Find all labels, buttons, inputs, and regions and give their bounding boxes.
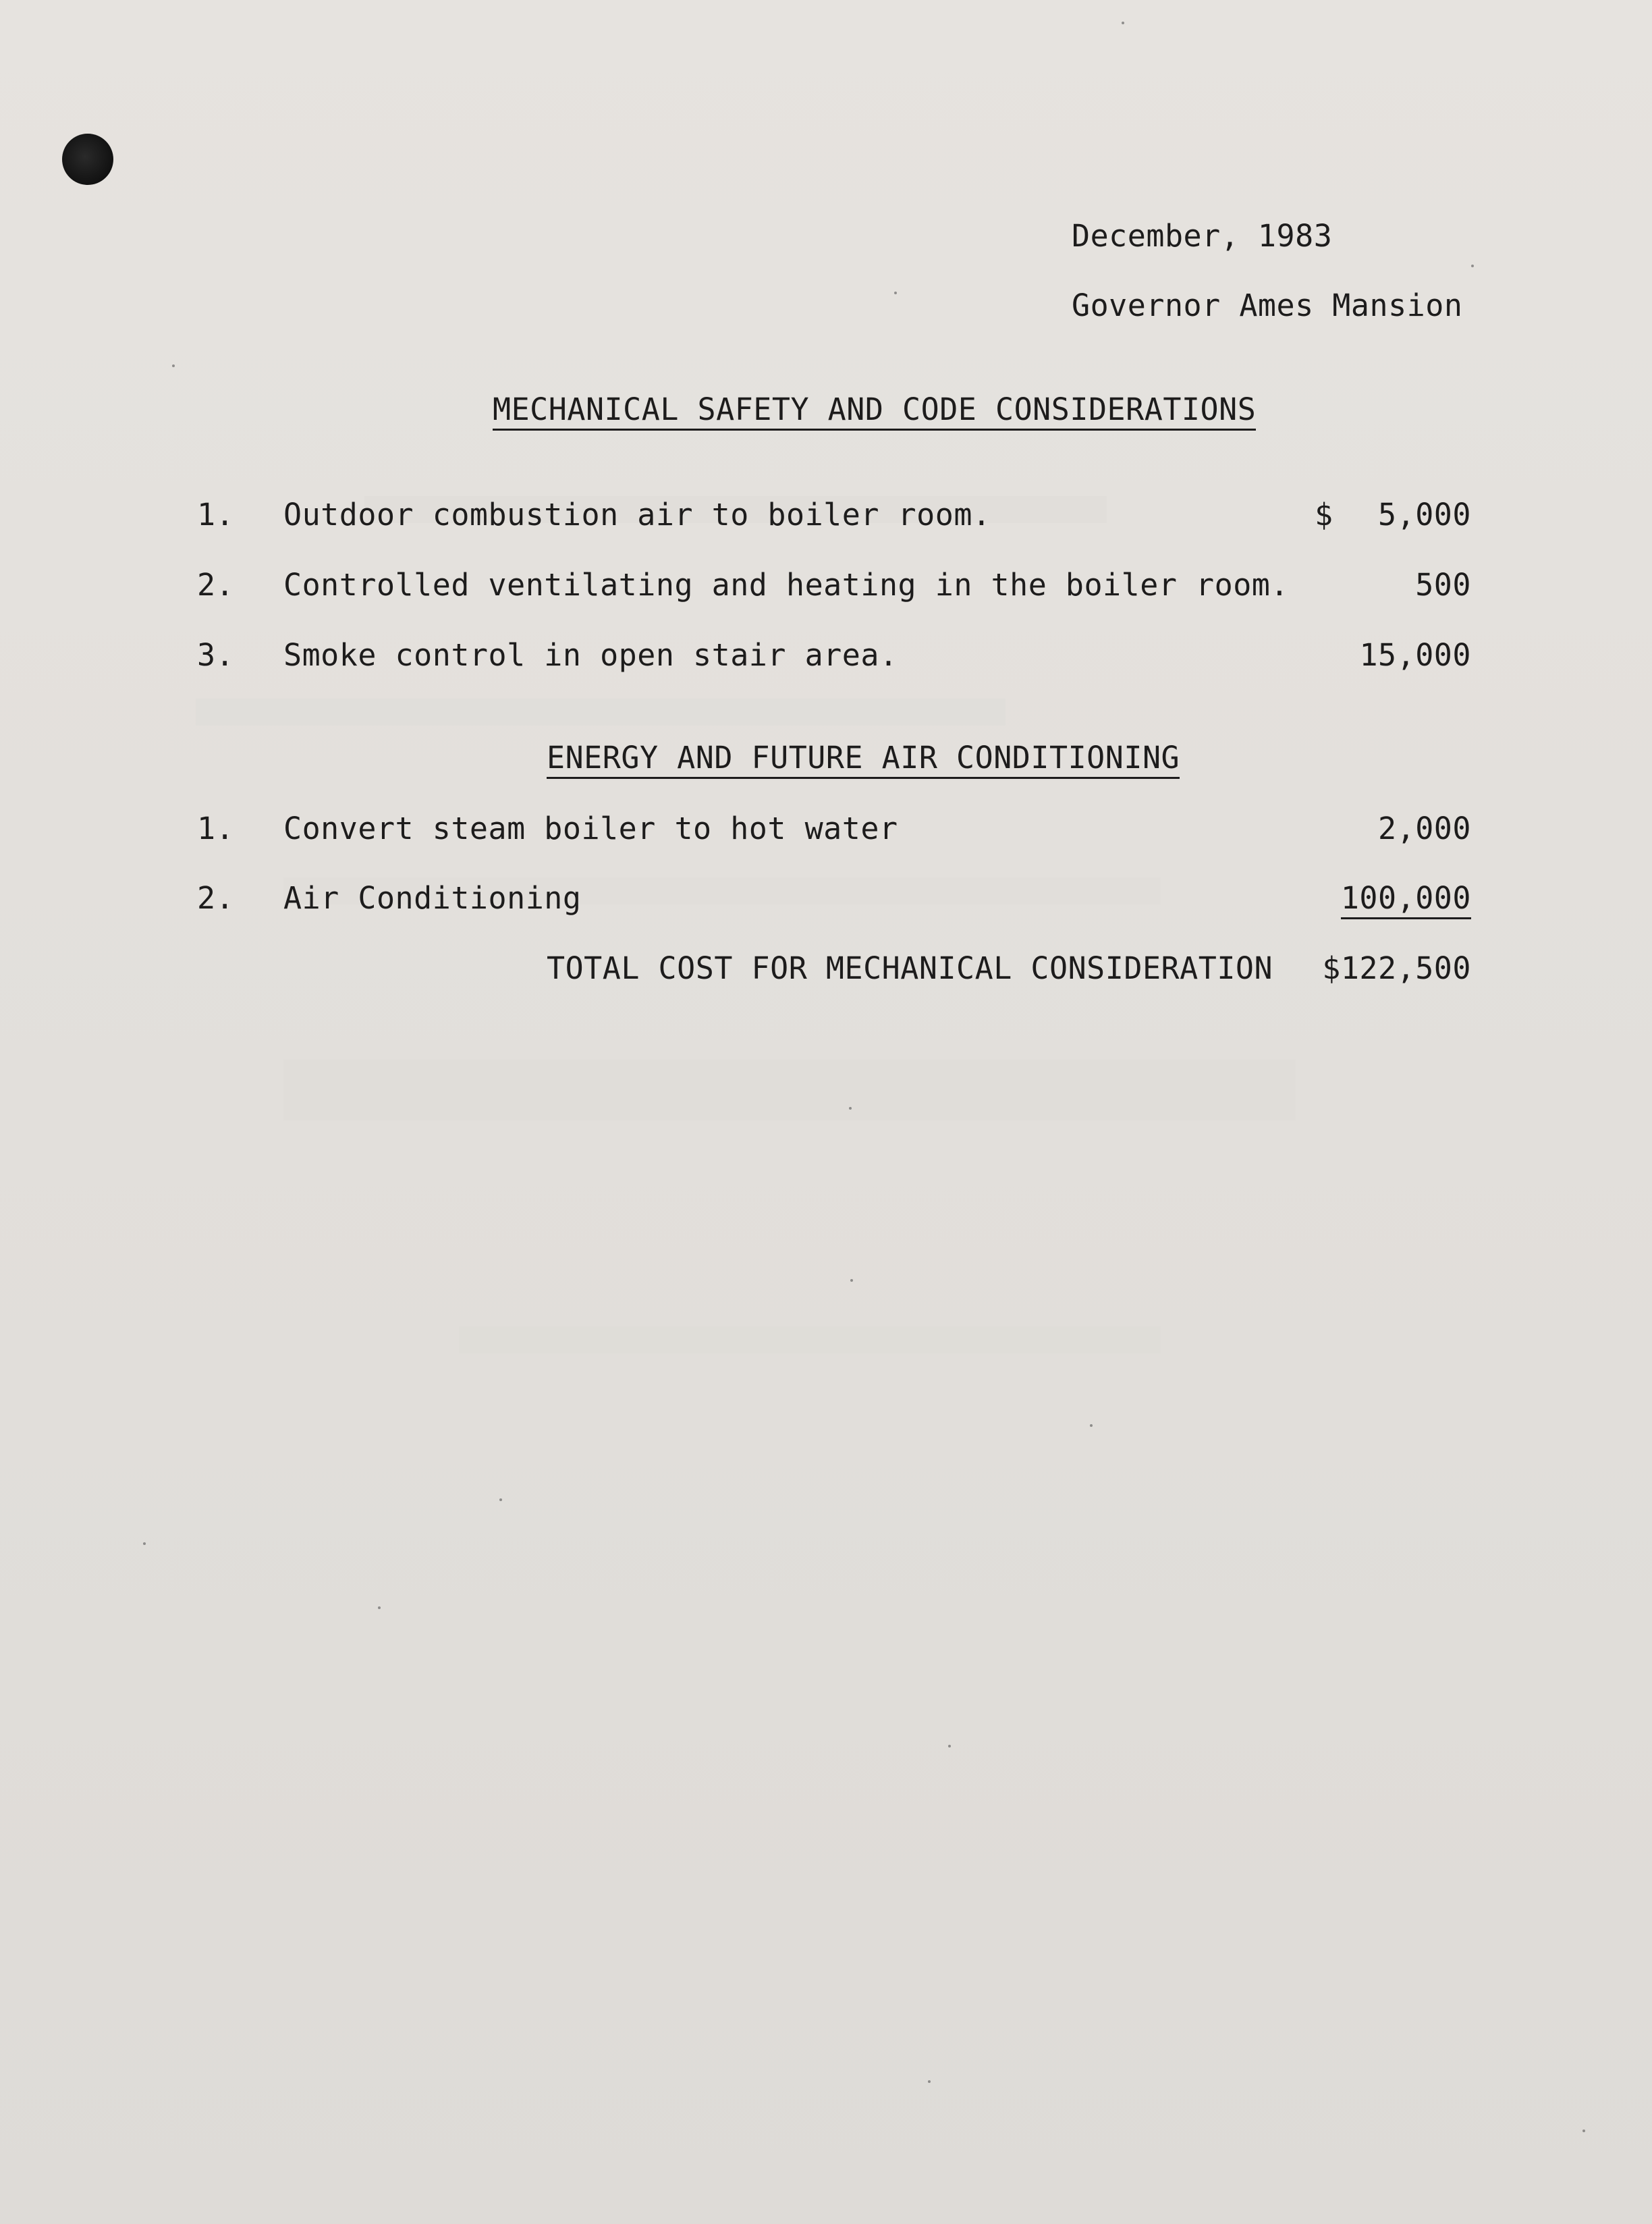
item-number: 3. xyxy=(197,637,235,673)
item-number: 1. xyxy=(197,811,235,846)
total-amount: $122,500 xyxy=(1322,950,1471,986)
bleed-through-shadow xyxy=(283,1060,1296,1120)
item-description: Controlled ventilating and heating in the boiler room. xyxy=(283,567,1289,603)
paper-speck xyxy=(1122,22,1124,24)
item-number: 2. xyxy=(197,567,235,603)
item-amount: 500 xyxy=(1415,567,1471,603)
item-description: Smoke control in open stair area. xyxy=(283,637,898,673)
item-description: Air Conditioning xyxy=(283,880,582,916)
item-description: Convert steam boiler to hot water xyxy=(283,811,898,846)
bleed-through-shadow xyxy=(459,1326,1161,1353)
paper-speck xyxy=(849,1107,852,1110)
project-name: Governor Ames Mansion xyxy=(1072,288,1463,323)
paper-speck xyxy=(948,1745,951,1747)
paper-speck xyxy=(1090,1424,1093,1427)
section-title-mechanical-safety: MECHANICAL SAFETY AND CODE CONSIDERATIONS xyxy=(493,394,1256,431)
paper-speck xyxy=(928,2080,931,2083)
bleed-through-shadow xyxy=(196,699,1006,726)
paper-speck xyxy=(143,1542,146,1545)
paper-speck xyxy=(894,292,897,294)
paper-speck xyxy=(378,1606,381,1609)
item-description: Outdoor combustion air to boiler room. xyxy=(283,497,991,533)
item-amount: 15,000 xyxy=(1359,637,1471,673)
punch-hole xyxy=(62,134,113,185)
item-amount: 5,000 xyxy=(1378,497,1471,533)
item-number: 1. xyxy=(197,497,235,533)
item-amount: 2,000 xyxy=(1378,811,1471,846)
paper-speck xyxy=(172,364,175,367)
item-amount: 100,000 xyxy=(1341,883,1471,919)
paper-speck xyxy=(499,1498,502,1501)
currency-symbol: $ xyxy=(1315,497,1333,533)
item-number: 2. xyxy=(197,880,235,916)
paper-speck xyxy=(850,1279,853,1282)
document-date: December, 1983 xyxy=(1072,218,1333,254)
section-title-energy: ENERGY AND FUTURE AIR CONDITIONING xyxy=(547,742,1180,779)
paper-speck xyxy=(1582,2130,1585,2132)
paper-speck xyxy=(1471,265,1474,267)
total-label: TOTAL COST FOR MECHANICAL CONSIDERATION xyxy=(547,950,1273,986)
